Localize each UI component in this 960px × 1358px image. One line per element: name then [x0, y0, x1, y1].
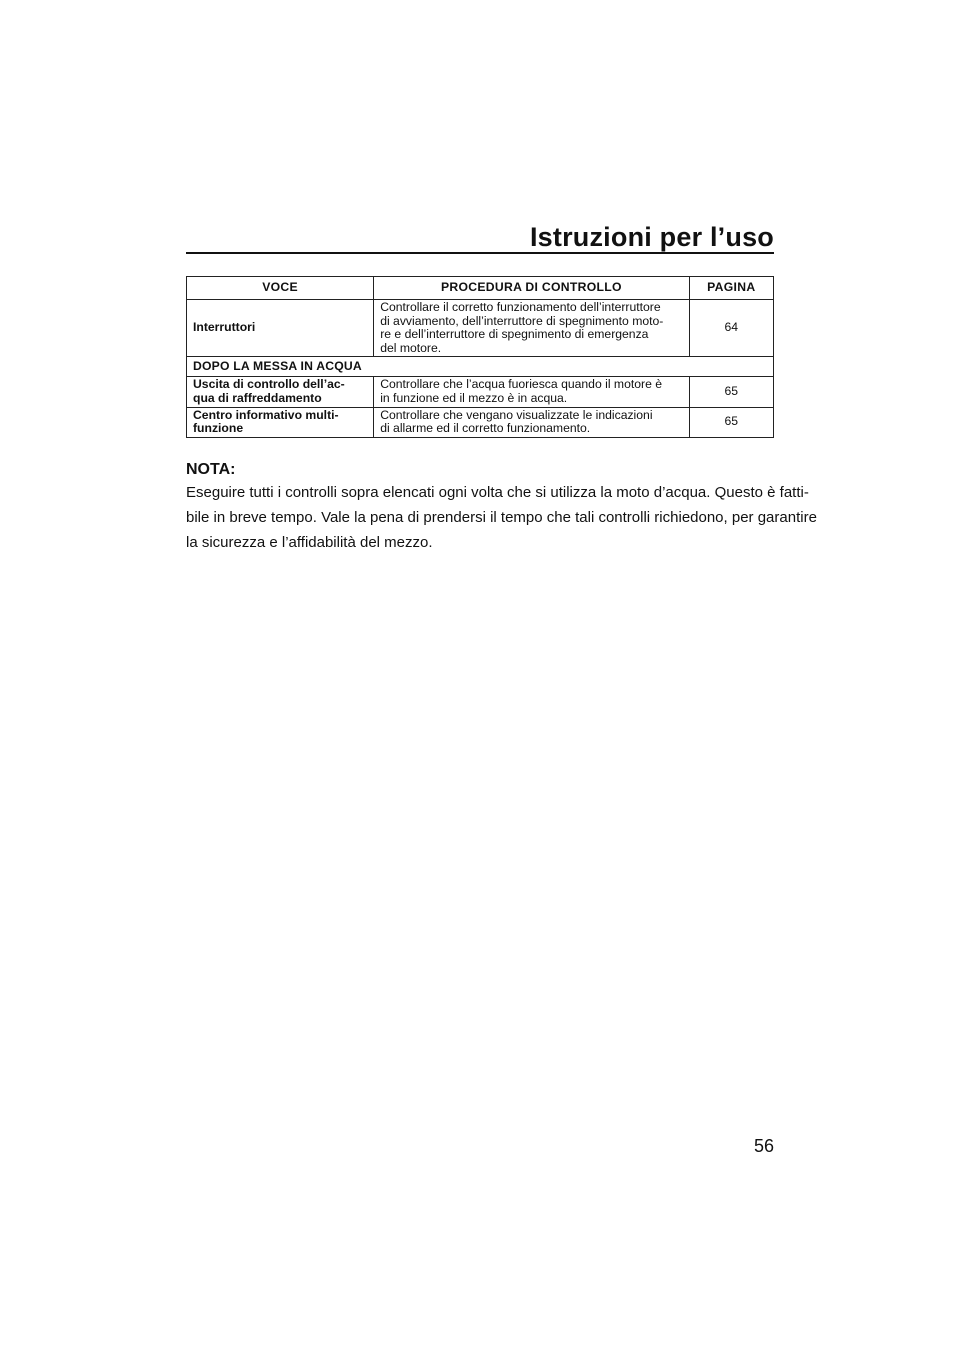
table-row [187, 377, 774, 407]
note-line: Eseguire tutti i controlli sopra elencati ogni volta che si utilizza la moto d’acqua. Questo è fatti- [186, 484, 809, 501]
table-row [187, 407, 774, 437]
item-line: funzione [193, 421, 244, 436]
page-title: Istruzioni per l’uso [529, 222, 774, 252]
title-divider [186, 252, 774, 254]
section-heading: DOPO LA MESSA IN ACQUA [187, 357, 774, 377]
column-header-voce: VOCE [187, 277, 374, 300]
procedure-line: Controllare che vengano visualizzate le indicazioni [380, 407, 653, 422]
procedure-line: del motore. [380, 340, 442, 355]
row-procedure [374, 407, 689, 437]
note-line: la sicurezza e l’affidabilità del mezzo. [186, 534, 433, 551]
row-page: 65 [689, 407, 773, 437]
column-header-pagina: PAGINA [689, 277, 773, 300]
row-item [187, 377, 374, 407]
note-label: NOTA: [186, 461, 236, 478]
procedure-line: di allarme ed il corretto funzionamento. [380, 421, 591, 436]
row-page: 65 [689, 377, 773, 407]
item-line: qua di raffreddamento [193, 390, 322, 405]
procedure-line: Controllare che l’acqua fuoriesca quando il motore è [380, 377, 663, 392]
row-procedure [374, 377, 689, 407]
procedure-line: Controllare il corretto funzionamento dell’interruttore [380, 300, 661, 314]
note-body [186, 480, 817, 555]
item-line: Centro informativo multi- [193, 407, 339, 422]
row-item: Interruttori [187, 300, 374, 357]
note-line: bile in breve tempo. Vale la pena di prendersi il tempo che tali controlli richiedono, per garantire [186, 509, 817, 526]
row-item [187, 407, 374, 437]
row-procedure [374, 300, 689, 357]
procedure-line: in funzione ed il mezzo è in acqua. [380, 390, 568, 405]
column-header-procedura: PROCEDURA DI CONTROLLO [374, 277, 689, 300]
page-number: 56 [753, 1136, 774, 1156]
table-header-row [187, 277, 774, 300]
table-row [187, 300, 774, 357]
procedure-line: re e dell’interruttore di spegnimento di emergenza [380, 327, 649, 342]
row-page: 64 [689, 300, 773, 357]
check-table [186, 276, 774, 438]
table-section-row [187, 357, 774, 377]
item-line: Uscita di controllo dell’ac- [193, 377, 345, 392]
procedure-line: di avviamento, dell’interruttore di spegnimento moto- [380, 313, 664, 328]
